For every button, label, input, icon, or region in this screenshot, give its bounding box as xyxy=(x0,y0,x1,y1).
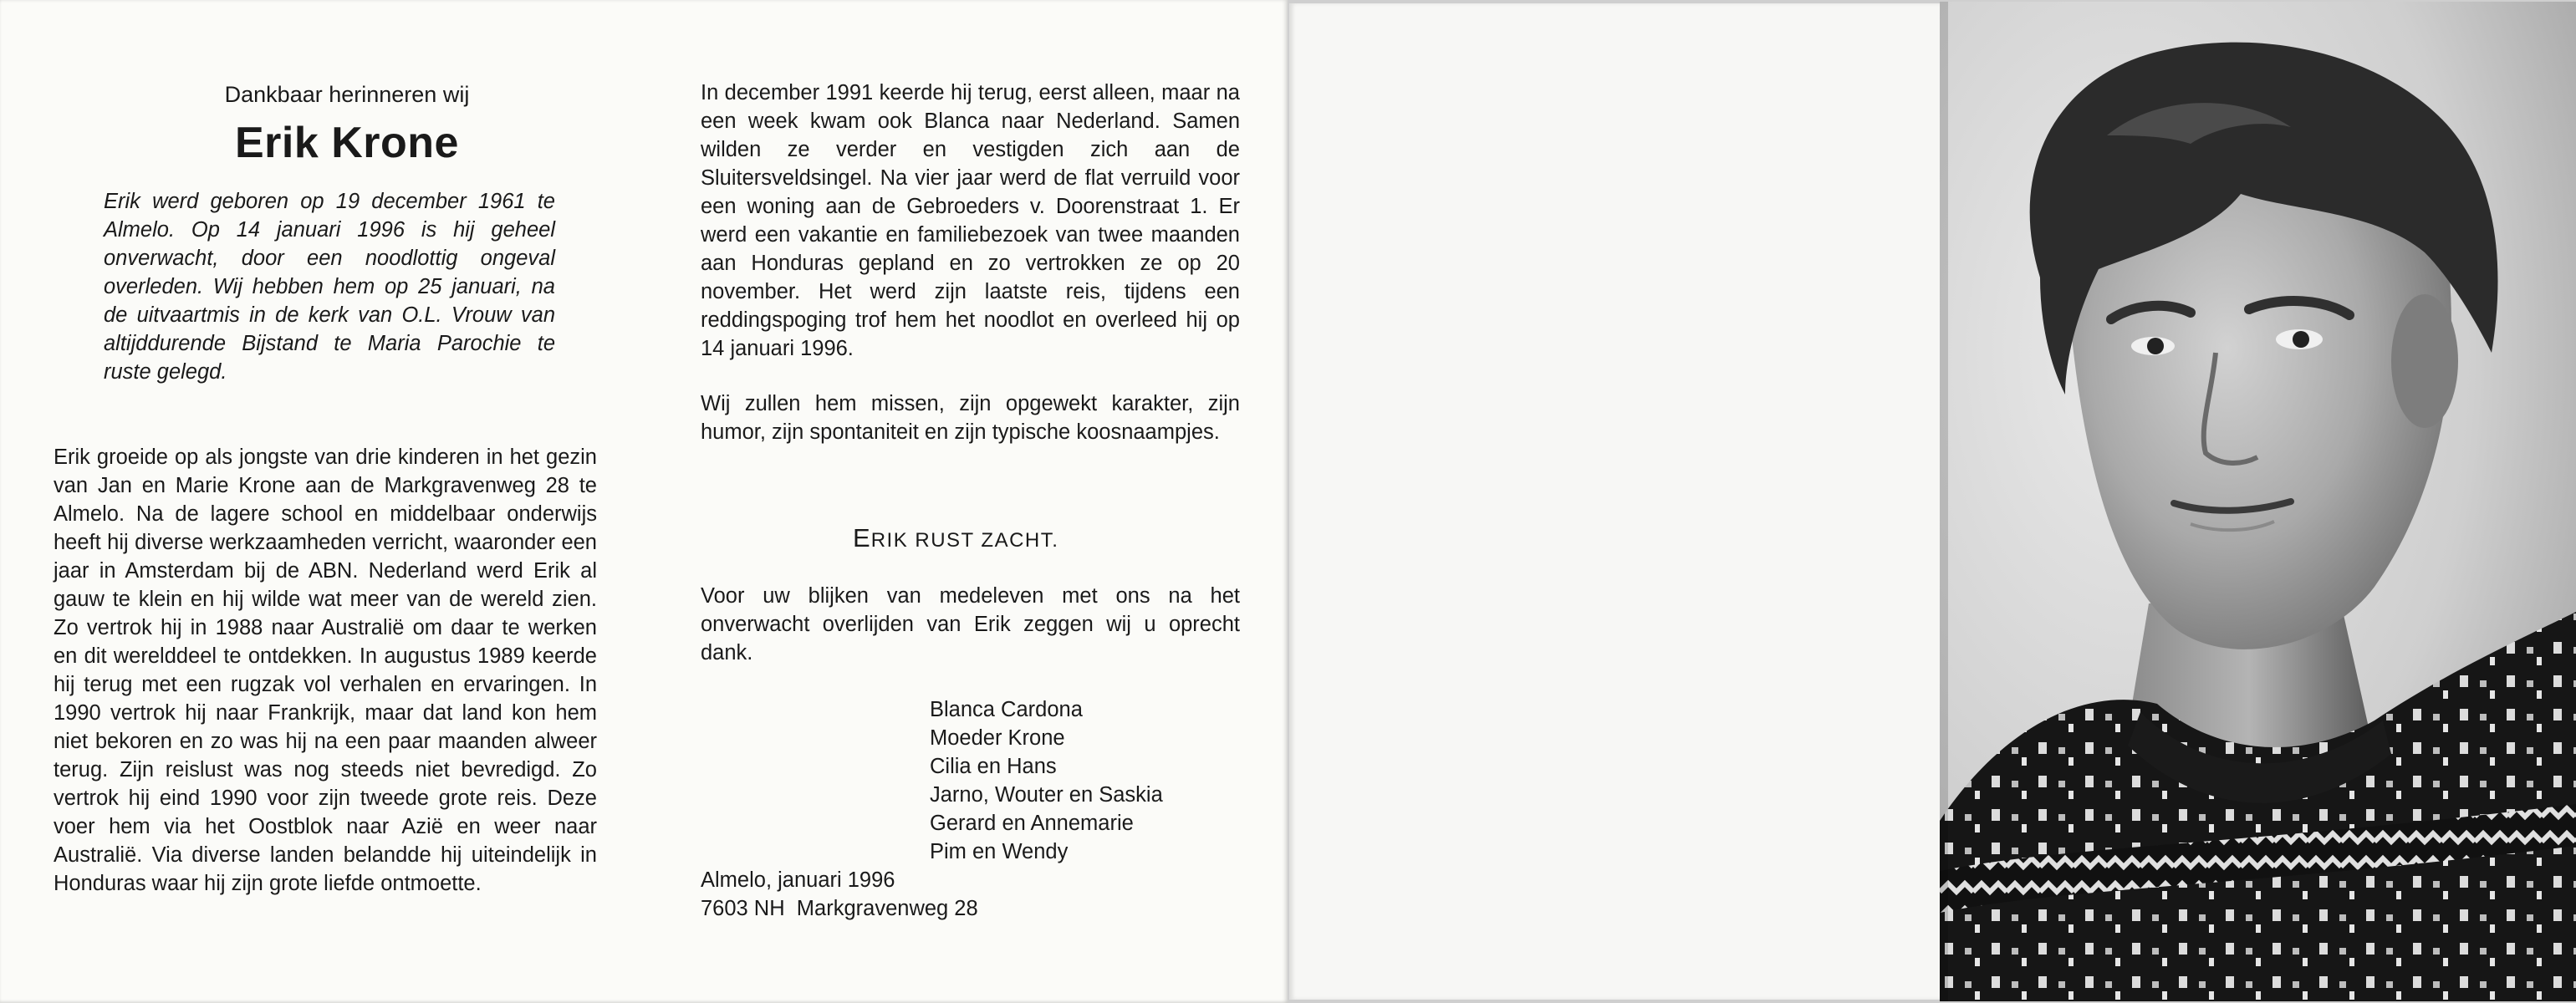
life-paragraph-1: Erik groeide op als jongste van drie kinderen in het gezin van Jan en Marie Krone aan de Markgravenweg 28 te Almelo. Na de lagere school en middelbaar onderwijs heeft hij diverse werkzaamheden verricht, waaronder een jaar in Amsterdam bij de ABN. Nederland werd Erik al gauw te klein en hij wilde wat meer van de wereld zien. Zo vertrok hij in 1988 naar Australië om daar te werken en dit werelddeel te ontdekken. In augustus 1989 keerde hij terug met een rugzak vol verhalen en ervaringen. In 1990 vertrok hij naar Frankrijk, maar dat land kon hem niet bekoren en zo was hij na een paar maanden alweer terug. Zijn reislust was nog steeds niet bevredigd. Zo vertrok hij eind 1990 voor zijn tweede grote reis. Deze voer hem via het Oostblok naar Azië en weer naar Australië. Via diverse landen belandde hij uiteindelijk in Honduras waar hij zijn grote liefde ontmoette. xyxy=(54,445,597,895)
deceased-name: Erik Krone xyxy=(235,119,459,167)
family-list xyxy=(930,695,1264,866)
family-member: Jarno, Wouter en Saskia xyxy=(930,783,1163,807)
place-and-address xyxy=(701,866,1202,923)
family-member: Pim en Wendy xyxy=(930,840,1069,863)
address: 7603 NH Markgravenweg 28 xyxy=(701,897,978,920)
family-member: Cilia en Hans xyxy=(930,755,1057,778)
intro-line: Dankbaar herinneren wij xyxy=(224,82,470,107)
life-paragraph-2: In december 1991 keerde hij terug, eerst alleen, maar na een week kwam ook Blanca naar Nederland. Samen wilden ze verder en vestigden zich aan de Sluitersveldsingel. Na vier jaar werd de flat verruild voor een woning aan de Gebroeders v. Doorenstraat 1. Er werd een vakantie en familiebezoek van twee maanden aan Honduras gepland en zo vertrokken ze op 20 november. Het werd zijn laatste reis, tijdens een reddingspoging trof hem het noodlot en overleed hij op 14 januari 1996. xyxy=(701,81,1240,360)
family-member: Gerard en Annemarie xyxy=(930,812,1134,835)
rest-in-peace-initial: E xyxy=(853,523,871,552)
remembrance-paragraph: Wij zullen hem missen, zijn opgewekt karakter, zijn humor, zijn spontaniteit en zijn typische koosnaampjes. xyxy=(701,392,1240,444)
thanks-paragraph: Voor uw blijken van medeleven met ons na het onverwacht overlijden van Erik zeggen wij u oprecht dank. xyxy=(701,584,1240,664)
place-date: Almelo, januari 1996 xyxy=(701,868,895,892)
family-member: Blanca Cardona xyxy=(930,698,1083,721)
bio-paragraph: Erik werd geboren op 19 december 1961 te Almelo. Op 14 januari 1996 is hij geheel onverwacht, door een noodlottig ongeval overleden. Wij hebben hem op 25 januari, na de uitvaartmis in de kerk van O.L. Vrouw van altijddurende Bijstand te Maria Parochie te ruste gelegd. xyxy=(104,190,555,384)
rest-in-peace-rest: RIK RUST ZACHT. xyxy=(870,529,1059,552)
portrait-photo xyxy=(1940,2,2576,1001)
family-member: Moeder Krone xyxy=(930,726,1065,750)
rest-in-peace-line xyxy=(853,522,1104,558)
